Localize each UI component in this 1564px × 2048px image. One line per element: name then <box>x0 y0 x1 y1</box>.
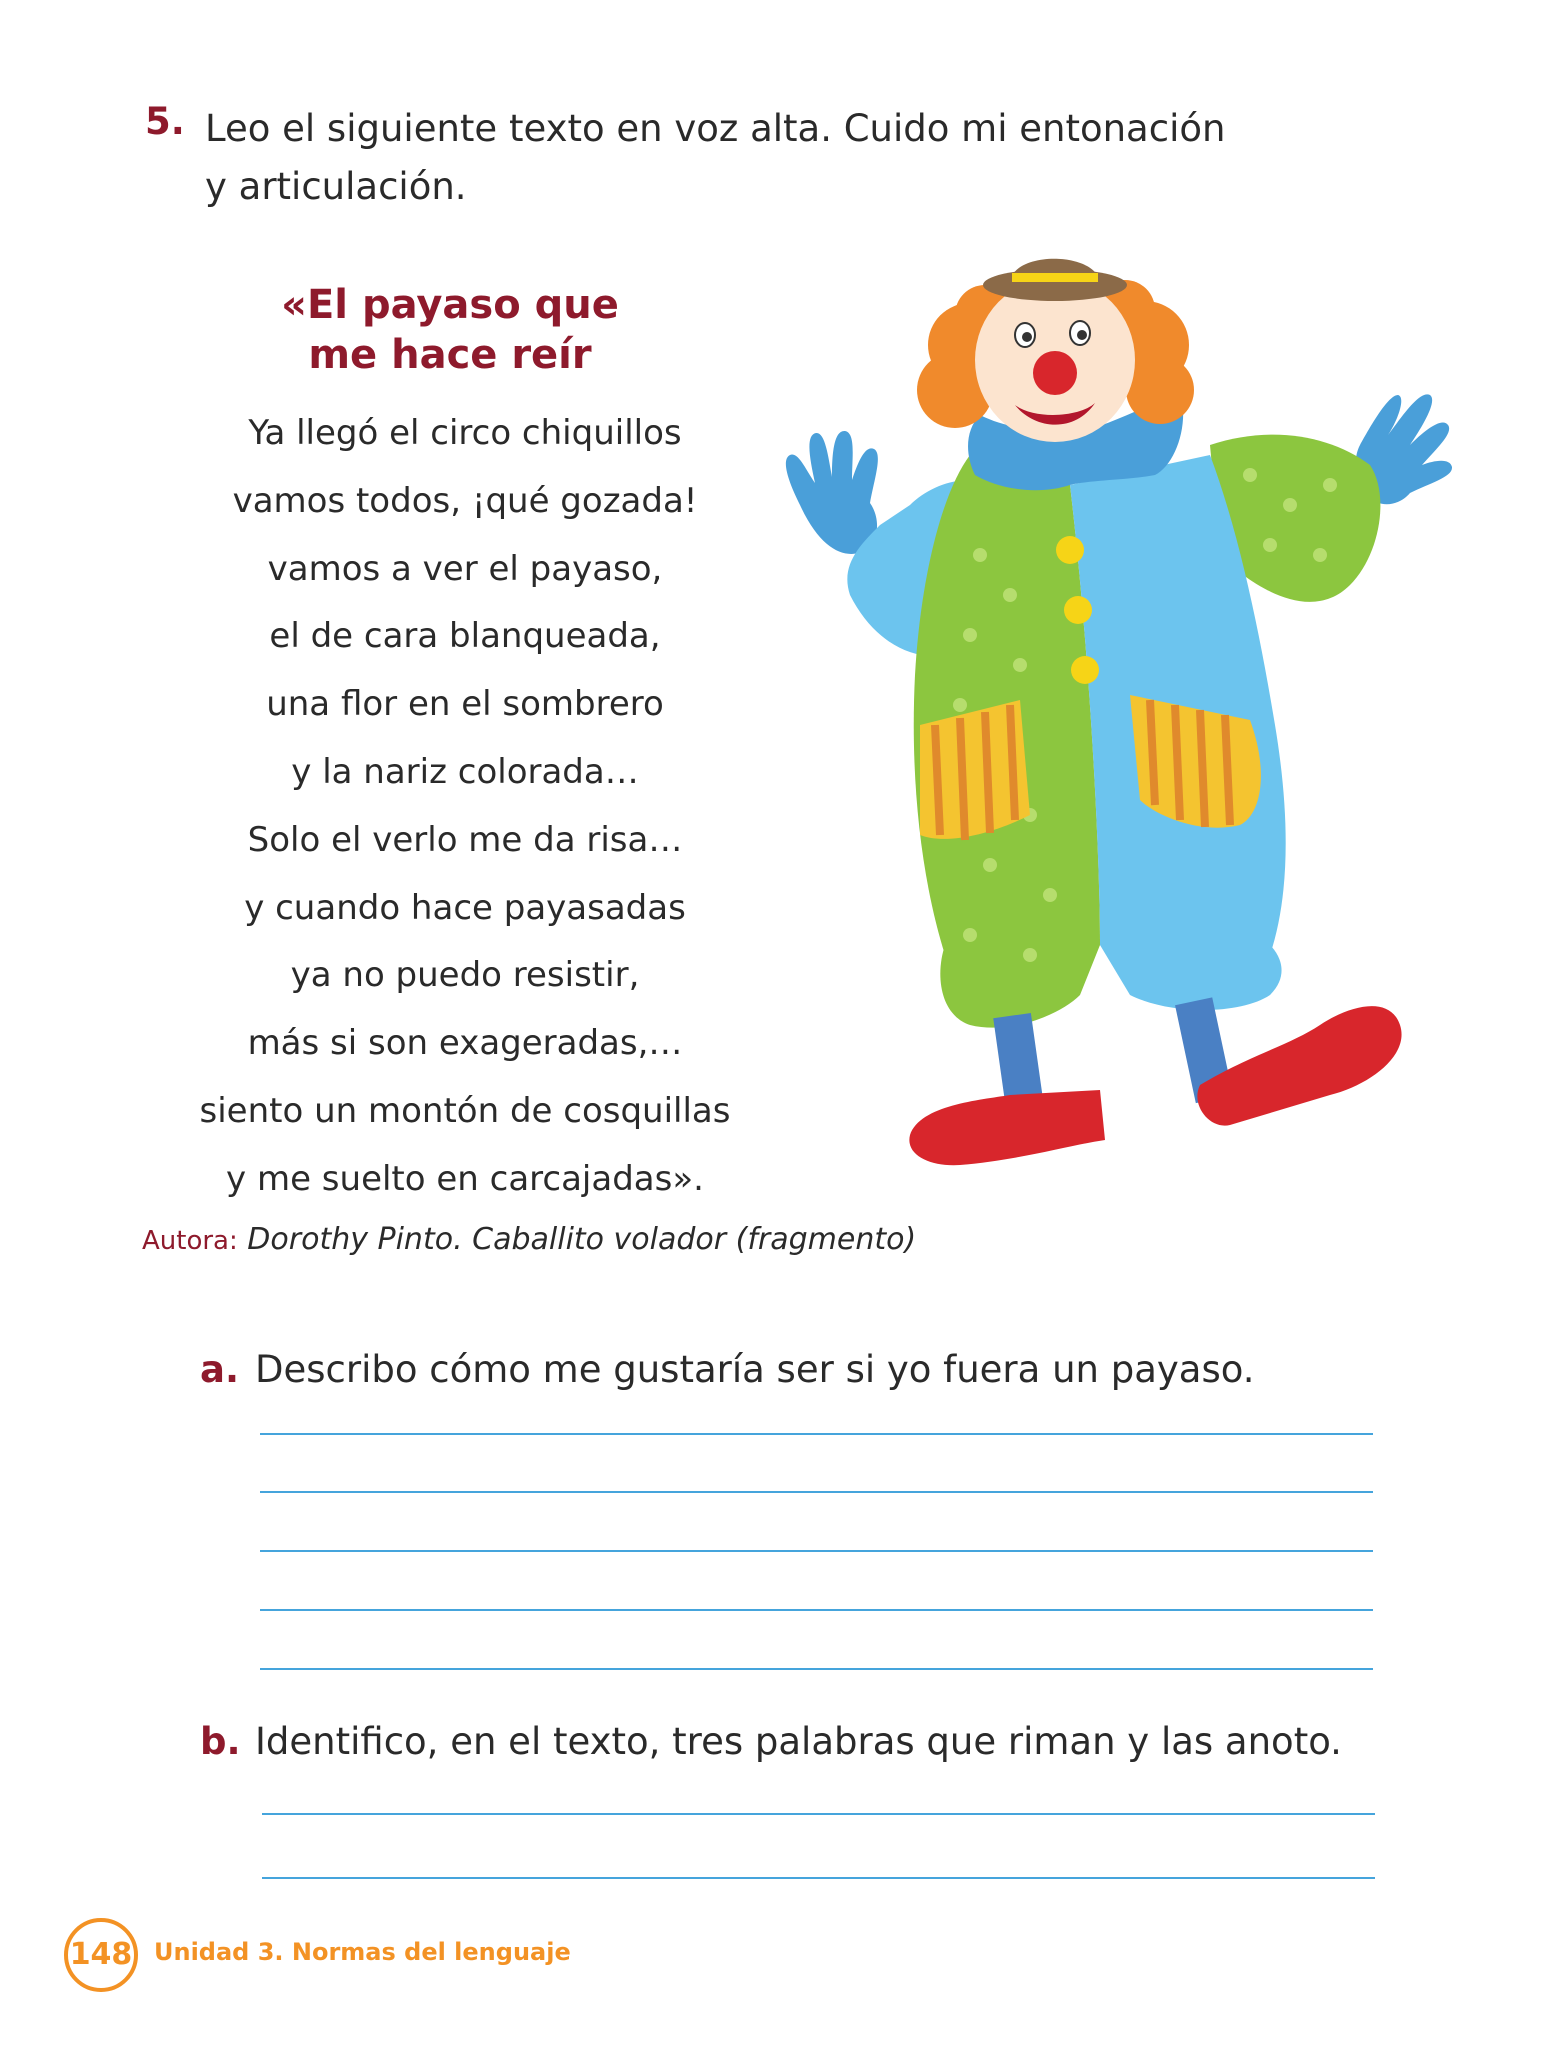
poem-line: y me suelto en carcajadas». <box>226 1158 704 1199</box>
answer-line-b-1[interactable] <box>262 1813 1375 1815</box>
answer-line-b-2[interactable] <box>262 1877 1375 1879</box>
poem-line: vamos todos, ¡qué gozada! <box>232 480 698 521</box>
question-b <box>200 1720 1342 1763</box>
exercise-instruction: Leo el siguiente texto en voz alta. Cuido mi entonación y articulación. <box>205 107 1226 208</box>
answer-line-a-3[interactable] <box>260 1550 1373 1552</box>
question-a <box>200 1348 1255 1391</box>
left-glove <box>786 431 878 554</box>
poem-line: vamos a ver el payaso, <box>267 548 663 589</box>
poem-line: Solo el verlo me da risa… <box>247 819 683 860</box>
poem-title-line-2: me hace reír <box>308 332 592 378</box>
poem-line: Ya llegó el circo chiquillos <box>248 413 682 453</box>
red-nose <box>1033 351 1077 395</box>
page-number: 148 <box>64 1918 138 1992</box>
credit-source: Dorothy Pinto. Caballito volador (fragmento) <box>247 1222 917 1257</box>
answer-line-a-4[interactable] <box>260 1609 1373 1611</box>
poem-line: y cuando hace payasadas <box>244 887 686 928</box>
pants-right <box>1100 945 1282 1010</box>
poem-line: y la nariz colorada… <box>291 751 639 792</box>
poem-line: el de cara blanqueada, <box>269 616 661 657</box>
question-a-text: Describo cómo me gustaría ser si yo fuera un payaso. <box>255 1348 1255 1391</box>
hat <box>983 259 1127 301</box>
clown-illustration <box>770 255 1490 1205</box>
answer-line-a-1[interactable] <box>260 1433 1373 1435</box>
poem-body <box>160 400 770 1214</box>
exercise-heading <box>145 100 1255 216</box>
right-shoe <box>1197 1006 1401 1126</box>
poem-line: más si son exageradas,… <box>247 1023 683 1064</box>
poem-line: una flor en el sombrero <box>266 684 664 725</box>
poem-line: siento un montón de cosquillas <box>199 1090 731 1131</box>
poem-title <box>200 280 700 380</box>
poem-credit <box>142 1222 916 1257</box>
question-b-letter: b. <box>200 1720 241 1763</box>
answer-line-a-5[interactable] <box>260 1668 1373 1670</box>
unit-title: Unidad 3. Normas del lenguaje <box>154 1938 571 1966</box>
answer-line-a-2[interactable] <box>260 1491 1373 1493</box>
question-b-text: Identifico, en el texto, tres palabras que riman y las anoto. <box>255 1720 1342 1763</box>
poem-title-line-1: «El payaso que <box>281 282 619 328</box>
credit-label: Autora: <box>142 1226 238 1256</box>
poem-line: ya no puedo resistir, <box>290 955 640 996</box>
exercise-number: 5. <box>145 100 185 143</box>
question-a-letter: a. <box>200 1348 240 1391</box>
left-shoe <box>909 1090 1105 1165</box>
